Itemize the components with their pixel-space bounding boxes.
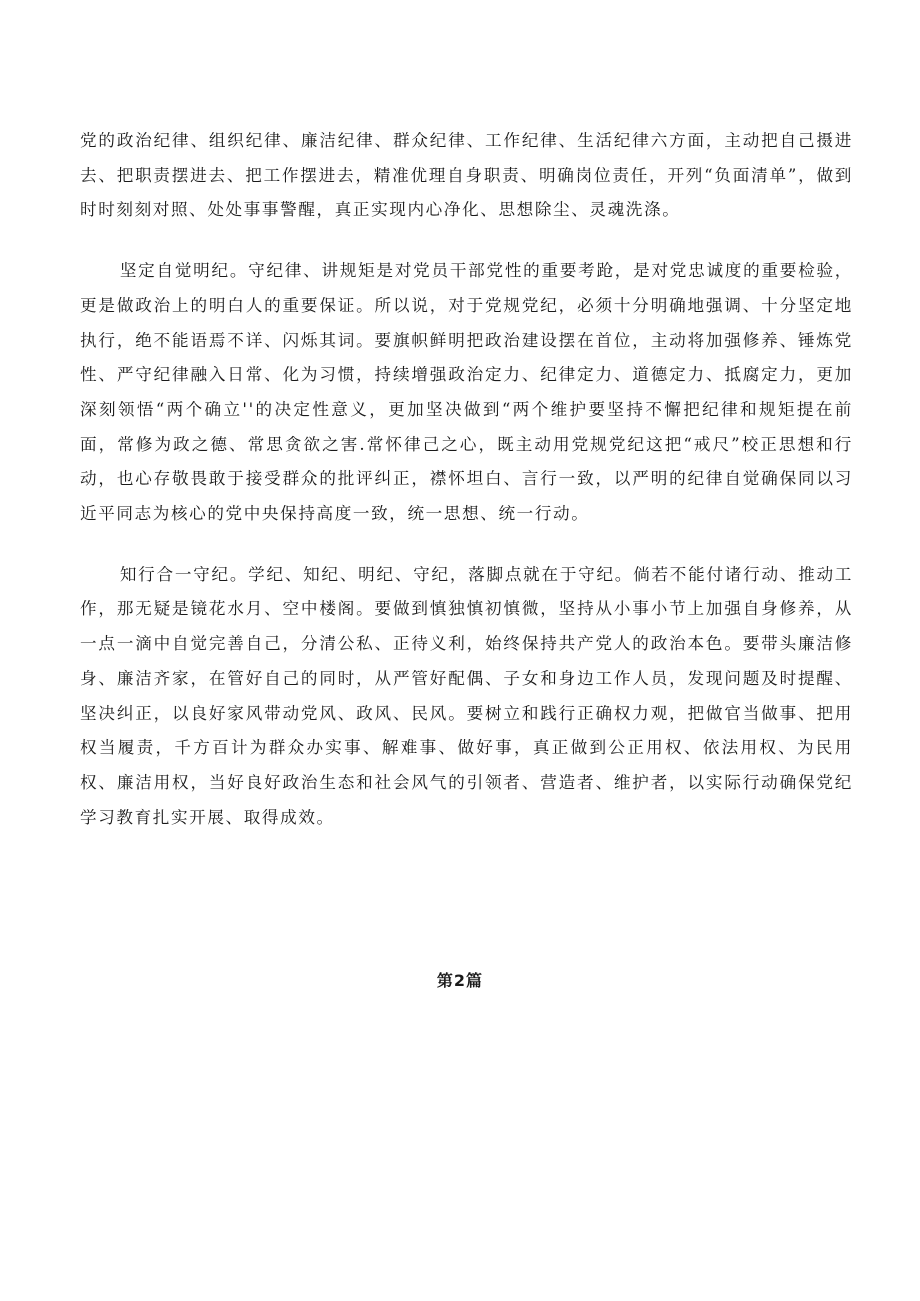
paragraph-3: 知行合一守纪。学纪、知纪、明纪、守纪，落脚点就在于守纪。倘若不能付诸行动、推动工作，那无疑是镜花水月、空中楼阁。要做到慎独慎初慎微，坚持从小事小节上加强自身修养，从一点一滴中自觉完善自己，分清公私、正待义利，始终保持共产党人的政治本色。要带头廉洁修身、廉洁齐家，在管好自己的同时，从严管好配偶、子女和身边工作人员，发现问题及时提醒、坚决纠正，以良好家风带动党风、政风、民风。要树立和践行正确权力观，把做官当做事、把用权当履责，千方百计为群众办实事、解难事、做好事，真正做到公正用权、依法用权、为民用权、廉洁用权，当好良好政治生态和社会风气的引领者、营造者、维护者，以实际行动确保党纪学习教育扎实开展、取得成效。: [80, 564, 853, 827]
paragraph-2: 坚定自觉明纪。守纪律、讲规矩是对党员干部党性的重要考跄，是对党忠诚度的重要检验，更是做政治上的明白人的重要保证。所以说，对于党规党纪，必须十分明确地强调、十分坚定地执行，绝不能语焉不详、闪烁其词。要旗帜鲜明把政治建设摆在首位，主动将加强修养、锤炼党性、严守纪律融入日常、化为习惯，持续增强政治定力、纪律定力、道德定力、抵腐定力，更加深刻领悟“两个确立''的决定性意义，更加坚决做到“两个维护要坚持不懈把纪律和规矩提在前面，常修为政之德、常思贪欲之害.常怀律己之心，既主动用党规党纪这把“戒尺”校正思想和行动，也心存敬畏敢于接受群众的批评纠正，襟怀坦白、言行一致，以严明的纪律自觉确保同以习近平同志为核心的党中央保持高度一致，统一思想、统一行动。: [80, 261, 853, 524]
document-body: [80, 124, 853, 835]
section-title: 第2篇: [436, 971, 484, 990]
paragraph-1: 党的政治纪律、组织纪律、廉洁纪律、群众纪律、工作纪律、生活纪律六方面，主动把自己摄进去、把职责摆进去、把工作摆进去，精准优理自身职责、明确岗位责任，开列“负面清单”，做到时时刻刻对照、处处事事警醒，真正实现内心净化、思想除尘、灵魂洗涤。: [80, 131, 853, 220]
